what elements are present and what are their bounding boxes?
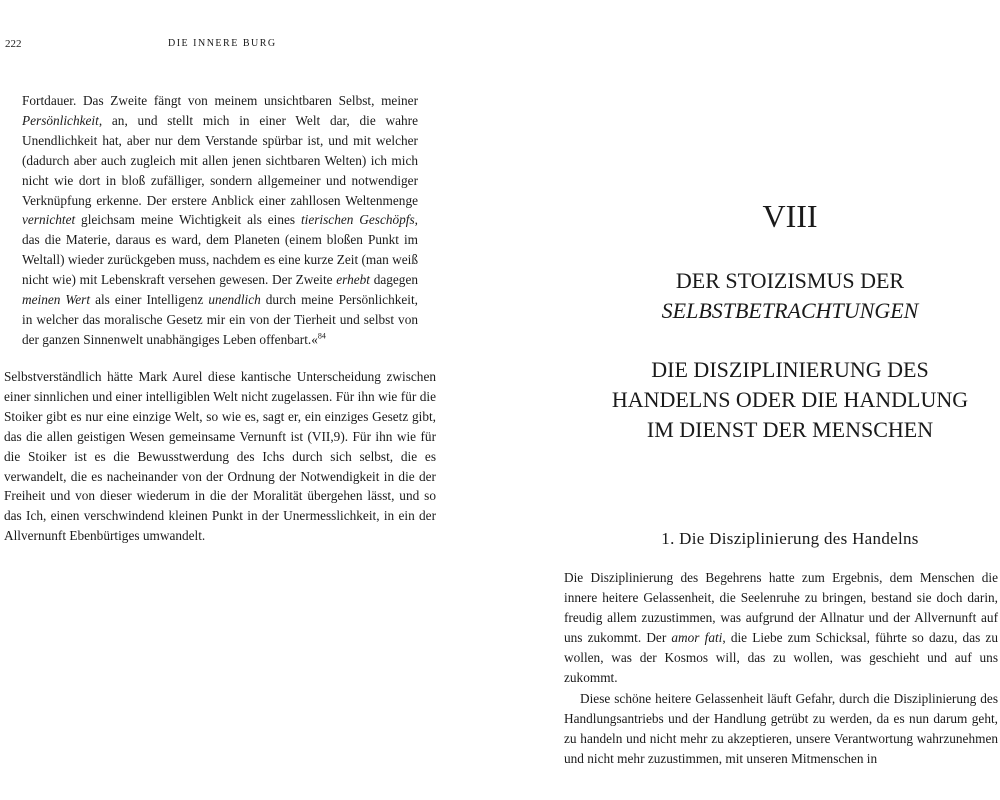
part-title-line1: DER STOIZISMUS DER [675,268,905,293]
section-title-line3: IM DIENST DER MENSCHEN [646,417,934,442]
part-title-line2: SELBSTBETRACHTUNGEN [661,298,919,323]
emphasis: tierischen Geschöpfs [300,212,415,228]
right-page [500,0,1000,800]
kant-quote: Fortdauer. Das Zweite fängt von meinem unsichtbaren Selbst, meiner Persönlichkeit, an, und stellt mich in einer Welt dar, die wahre Unendlichkeit hat, aber nur dem Verstande spürbar ist, und mit welcher (dadurch aber auch zugleich mit allen jenen sichtbaren Welten) ich mich nicht wie dort in bloß zufälliger, sondern allgemeiner und notwendiger Verknüpfung erkenne. Der erstere Anblick einer zahllosen Weltenmenge vernichtet gleichsam meine Wichtigkeit als eines tierischen Geschöpfs, das die Materie, daraus es ward, dem Planeten (einem bloßen Punkt im Weltall) wieder zurückgeben muss, nachdem es eine kurze Zeit (man weiß nicht wie) mit Lebenskraft versehen gewesen. Der Zweite erhebt dagegen meinen Wert als einer Intelligenz unendlich durch meine Persönlichkeit, in welcher das moralische Gesetz mir ein von der Tierheit und selbst von der ganzen Sinnenwelt unabhängiges Leben offenbart.«$^{84}$ [22,93,419,347]
running-head-title: DIE INNERE BURG [168,38,277,49]
body-paragraph: Selbstverständlich hätte Mark Aurel diese kantische Unterscheidung zwischen einer sinnlichen und einer intelligiblen Welt nicht zugelassen. Für ihn wie für die Stoiker gibt es nur eine einzige Welt, so wie es, sagt er, ein einziges Gesetz gibt, das die allen geistigen Wesen gemeinsame Vernunft ist (VII,9). Für ihn wie für die Stoiker ist es die Bewusstwerdung des Ichs durch sich selbst, die es verwandelt, die es nacheinander von der Ordnung der Notwendigkeit in die der Freiheit und von dieser wiederum in die der Moralität übergehen lässt, und so das Ich, einen verschwindend kleinen Punkt in der Unermesslichkeit, in ein der Allvernunft Ebenbürtiges umwandelt. [4,369,436,544]
page-number: 222 [5,38,22,50]
emphasis: meinen Wert [22,292,91,308]
body-paragraph: Die Disziplinierung des Begehrens hatte zum Ergebnis, dem Menschen die innere heitere Gelassenheit, die Seelenruhe zu bringen, bestand sie doch darin, freudig allem zuzustimmen, was aufgrund der Allnatur und der Allvernunft auf uns zukommt. Der amor fati, die Liebe zum Schicksal, führte so dazu, das zu wollen, was der Kosmos will, das zu wollen, was geschieht und auf uns zukommt. [564,570,998,685]
part-title [500,266,1000,326]
chapter-number: VIII [762,198,818,234]
body-paragraph: Diese schöne heitere Gelassenheit läuft Gefahr, durch die Disziplinierung des Handlungsantriebs und der Handlung getrübt zu werden, da es nun darum geht, zu handeln und nicht mehr zu akzeptieren, unsere Verantwortung wahrzunehmen und nicht mehr zuzustimmen, mit unseren Mitmenschen in [564,691,998,767]
emphasis: amor fati [671,629,723,645]
emphasis: unendlich [208,292,261,308]
subsection-title: 1. Die Disziplinierung des Handelns [661,529,919,548]
emphasis: erhebt [336,272,370,288]
chapter-body [564,568,998,769]
section-title-line2: HANDELNS ODER DIE HANDLUNG [611,387,969,412]
emphasis: Persönlichkeit [22,112,99,128]
emphasis: vernichtet [22,212,76,228]
footnote-ref: 84 [317,331,326,341]
section-title-line1: DIE DISZIPLINIERUNG DES [651,357,929,382]
section-title [500,355,1000,445]
